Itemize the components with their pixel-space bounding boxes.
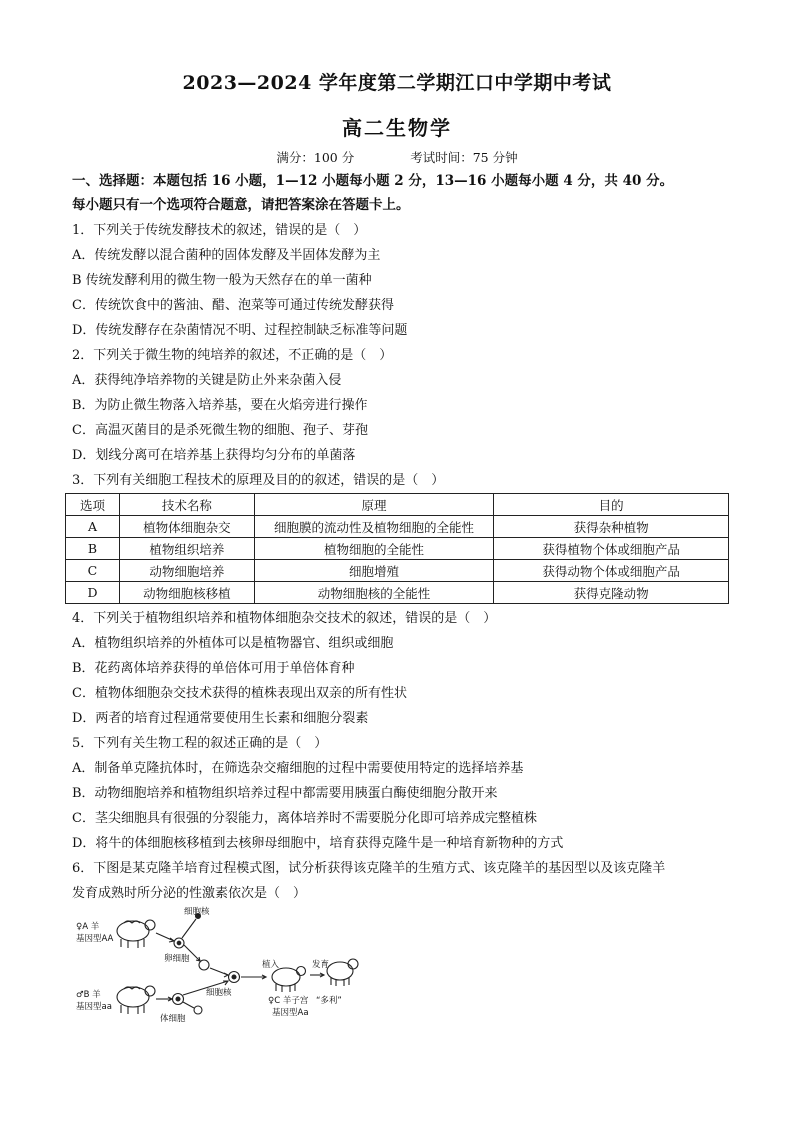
- body-cell-label: 体细胞: [160, 1014, 186, 1024]
- sheep-a-genotype: 基因型AA: [76, 934, 114, 944]
- table-cell: C: [66, 560, 120, 582]
- sheep-b-icon: [117, 986, 155, 1014]
- implant-label: 植入: [262, 960, 280, 970]
- sheep-b-genotype: 基因型aa: [76, 1002, 112, 1012]
- table-cell: 细胞增殖: [254, 560, 494, 582]
- arrow-icon: [156, 933, 174, 941]
- table-cell: 获得杂种植物: [494, 516, 729, 538]
- question-5-option-d: D．将牛的体细胞核移植到去核卵母细胞中，培育获得克隆牛是一种培育新物种的方式: [72, 836, 564, 851]
- nucleus-bottom-label: 细胞核: [206, 988, 232, 998]
- egg-label: 卵细胞: [164, 954, 190, 964]
- question-2-option-a: A．获得纯净培养物的关键是防止外来杂菌入侵: [72, 373, 342, 388]
- sheep-a-label: ♀A 羊: [76, 922, 100, 932]
- nucleus-top-label: 细胞核: [184, 907, 210, 917]
- table-header-cell: 技术名称: [119, 494, 254, 516]
- table-cell: 获得克隆动物: [494, 582, 729, 604]
- subject-title: 高二生物学: [342, 116, 452, 140]
- question-3-stem: 3．下列有关细胞工程技术的原理及目的的叙述，错误的是（ ）: [72, 473, 445, 488]
- question-4-stem: 4．下列关于植物组织培养和植物体细胞杂交技术的叙述，错误的是（ ）: [72, 611, 497, 626]
- table-row: [66, 538, 729, 560]
- table-cell: 动物细胞核移植: [119, 582, 254, 604]
- question-4-option-d: D．两者的培育过程通常要使用生长素和细胞分裂素: [72, 711, 369, 726]
- question-5-option-a: A．制备单克隆抗体时，在筛选杂交瘤细胞的过程中需要使用特定的选择培养基: [72, 761, 524, 776]
- full-score: 满分：100 分: [276, 150, 355, 165]
- cloning-diagram: [76, 905, 376, 1030]
- table-header-cell: 选项: [66, 494, 120, 516]
- exam-title: 2023—2024 学年度第二学期江口中学期中考试: [182, 72, 612, 94]
- table-row: [66, 516, 729, 538]
- table-cell: 动物细胞培养: [119, 560, 254, 582]
- question-2-option-d: D．划线分离可在培养基上获得均匀分布的单菌落: [72, 448, 356, 463]
- question-4-option-c: C．植物体细胞杂交技术获得的植株表现出双亲的所有性状: [72, 686, 407, 701]
- sheep-c-genotype: 基因型Aa: [272, 1008, 309, 1018]
- dolly-sheep-icon: [327, 959, 358, 986]
- table-cell: 获得植物个体或细胞产品: [494, 538, 729, 560]
- enucleated-egg-icon: [199, 960, 209, 970]
- question-6-stem: 6．下图是某克隆羊培育过程模式图，试分析获得该克隆羊的生殖方式、该克隆羊的基因型以及该克隆羊: [72, 861, 666, 876]
- question-2-option-b: B．为防止微生物落入培养基，要在火焰旁进行操作: [72, 398, 368, 413]
- question-3-table: [65, 493, 729, 604]
- question-1-option-b: B 传统发酵利用的微生物一般为天然存在的单一菌种: [72, 273, 372, 288]
- dolly-label: “多利”: [316, 996, 342, 1006]
- table-cell: A: [66, 516, 120, 538]
- table-cell: D: [66, 582, 120, 604]
- table-cell: 植物体细胞杂交: [119, 516, 254, 538]
- question-1-stem: 1．下列关于传统发酵技术的叙述，错误的是（ ）: [72, 223, 367, 238]
- table-cell: 植物组织培养: [119, 538, 254, 560]
- sheep-c-label: ♀C 羊子宫: [268, 996, 309, 1006]
- table-cell: 获得动物个体或细胞产品: [494, 560, 729, 582]
- question-5-stem: 5．下列有关生物工程的叙述正确的是（ ）: [72, 736, 328, 751]
- sheep-b-label: ♂B 羊: [76, 990, 101, 1000]
- table-cell: 植物细胞的全能性: [254, 538, 494, 560]
- question-1-option-c: C．传统饮食中的酱油、醋、泡菜等可通过传统发酵获得: [72, 298, 394, 313]
- question-6-stem-cont: 发育成熟时所分泌的性激素依次是（ ）: [72, 886, 307, 901]
- question-4-option-a: A．植物组织培养的外植体可以是植物器官、组织或细胞: [72, 636, 394, 651]
- table-cell: B: [66, 538, 120, 560]
- question-1-option-a: A．传统发酵以混合菌种的固体发酵及半固体发酵为主: [72, 248, 381, 263]
- sheep-c-icon: [272, 967, 306, 993]
- table-header-cell: 目的: [494, 494, 729, 516]
- table-row: [66, 560, 729, 582]
- section-heading-line1: 一、选择题：本题包括 16 小题，1—12 小题每小题 2 分，13—16 小题每小题 4 分，共 40 分。: [72, 173, 674, 189]
- question-4-option-b: B．花药离体培养获得的单倍体可用于单倍体育种: [72, 661, 355, 676]
- table-header-cell: 原理: [254, 494, 494, 516]
- empty-cell-icon: [194, 1006, 202, 1014]
- exam-time: 考试时间：75 分钟: [410, 150, 518, 165]
- table-header-row: [66, 494, 729, 516]
- sheep-a-icon: [117, 920, 155, 948]
- question-5-option-c: C．茎尖细胞具有很强的分裂能力，离体培养时不需要脱分化即可培养成完整植株: [72, 811, 537, 826]
- question-2-option-c: C．高温灭菌目的是杀死微生物的细胞、孢子、芽孢: [72, 423, 368, 438]
- develop-label: 发育: [312, 960, 330, 970]
- table-cell: 动物细胞核的全能性: [254, 582, 494, 604]
- question-2-stem: 2．下列关于微生物的纯培养的叙述，不正确的是（ ）: [72, 348, 393, 363]
- exam-meta: [0, 148, 794, 166]
- section-heading-line2: 每小题只有一个选项符合题意，请把答案涂在答题卡上。: [72, 197, 410, 213]
- table-row: [66, 582, 729, 604]
- table-cell: 细胞膜的流动性及植物细胞的全能性: [254, 516, 494, 538]
- question-1-option-d: D．传统发酵存在杂菌情况不明、过程控制缺乏标准等问题: [72, 323, 408, 338]
- question-5-option-b: B．动物细胞培养和植物组织培养过程中都需要用胰蛋白酶使细胞分散开来: [72, 786, 498, 801]
